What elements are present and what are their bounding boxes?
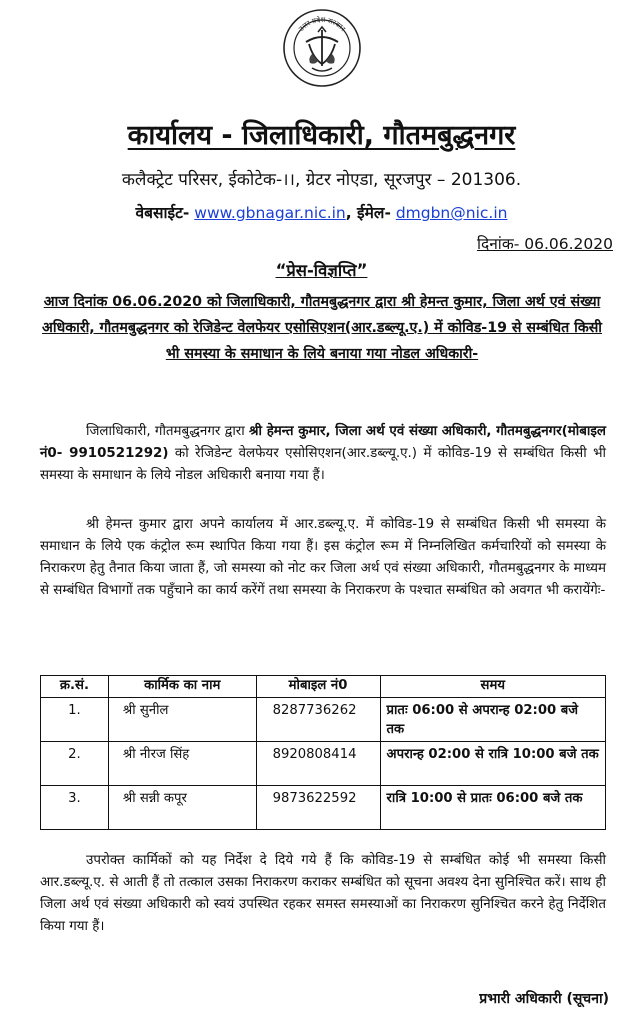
email-label: , ईमेल-	[345, 204, 391, 222]
paragraph-nodal-officer	[40, 421, 606, 487]
header-mobile: मोबाइल नं0	[256, 676, 380, 698]
cell-name: श्री नीरज सिंह	[108, 742, 256, 786]
header-time: समय	[380, 676, 605, 698]
header-serial: क्र.सं.	[41, 676, 109, 698]
cell-time: रात्रि 10:00 से प्रातः 06:00 बजे तक	[380, 786, 605, 830]
cell-time: प्रातः 06:00 से अपरान्ह 02:00 बजे तक	[380, 698, 605, 742]
contact-line	[0, 201, 643, 225]
cell-serial: 3.	[41, 786, 109, 830]
up-government-emblem-icon	[282, 8, 362, 88]
cell-serial: 2.	[41, 742, 109, 786]
cell-serial: 1.	[41, 698, 109, 742]
cell-mobile: 8920808414	[256, 742, 380, 786]
table-row	[41, 698, 606, 742]
website-link[interactable]: www.gbnagar.nic.in	[194, 204, 346, 222]
paragraph-bold-officer: श्री हेमन्त कुमार, जिला अर्थ एवं संख्या अधिकारी, गौतमबुद्धनगर(मोबाइल नं0- 9910521292)	[40, 424, 607, 461]
office-title: कार्यालय - जिलाधिकारी, गौतमबुद्धनगर	[127, 120, 516, 151]
paragraph-lead: जिलाधिकारी, गौतमबुद्धनगर द्वारा	[86, 424, 250, 439]
cell-name: श्री सन्नी कपूर	[108, 786, 256, 830]
table-header-row	[41, 676, 606, 698]
release-date: दिनांक- 06.06.2020	[476, 235, 613, 253]
table-row	[41, 742, 606, 786]
subject-heading: आज दिनांक 06.06.2020 को जिलाधिकारी, गौतमबुद्धनगर द्वारा श्री हेमन्त कुमार, जिला अर्थ एवं संख्या अधिकारी, गौतमबुद्धनगर को रेजिडेन्ट वेलफेयर एसोसिएशन(आर.डब्ल्यू.ए.) में कोविड-19 से सम्बंधित किसी भी समस्या के समाधान के लिये बनाया गया नोडल अधिकारी-	[42, 294, 602, 362]
signature-designation: प्रभारी अधिकारी (सूचना)	[479, 991, 609, 1007]
cell-mobile: 8287736262	[256, 698, 380, 742]
header-name: कार्मिक का नाम	[108, 676, 256, 698]
paragraph-instructions: उपरोक्त कार्मिकों को यह निर्देश दे दिये गये हैं कि कोविड-19 से सम्बंधित कोई भी समस्या किसी आर.डब्ल्यू.ए. से आती हैं तो तत्काल उसका निराकरण कराकर सम्बंधित को सूचना अवश्य देना सुनिश्चित करें। साथ ही जिला अर्थ एवं संख्या अधिकारी को स्वयं उपस्थित रहकर समस्त समस्याओं का निराकरण सुनिश्चित करने हेतु निर्देशित किया गया हैं।	[40, 853, 606, 934]
office-address: कलैक्ट्रेट परिसर, ईकोटेक-।।, ग्रेटर नोएडा, सूरजपुर – 201306.	[121, 170, 522, 190]
press-release-title: “प्रेस-विज्ञप्ति”	[275, 261, 368, 280]
svg-text:उत्तर प्रदेश सरकार: उत्तर प्रदेश सरकार	[297, 15, 347, 34]
paragraph-tail: को रेजिडेन्ट वेलफेयर एसोसिएशन(आर.डब्ल्यू.ए.) में कोविड-19 से सम्बंधित किसी भी समस्या के समाधान के लिये नोडल अधिकारी बनाया गया हैं।	[40, 446, 607, 483]
cell-time: अपरान्ह 02:00 से रात्रि 10:00 बजे तक	[380, 742, 605, 786]
paragraph-control-room: श्री हेमन्त कुमार द्वारा अपने कार्यालय में आर.डब्ल्यू.ए. में कोविड-19 से सम्बंधित किसी भी समस्या के समाधान के लिये एक कंट्रोल रूम स्थापित किया गया हैं। इस कंट्रोल रूम में निम्नलिखित कर्मचारियों को समस्या के निराकरण हेतु तैनात किया जाता हैं, जो समस्या को नोट कर जिला अर्थ एवं संख्या अधिकारी, गौतमबुद्धनगर के माध्यम से सम्बंधित विभागों तक पहुँचाने का कार्य करेंगें तथा समस्या के निराकरण के पश्चात सम्बंधित को अवगत भी करायेंगेः-	[40, 517, 606, 598]
cell-name: श्री सुनील	[108, 698, 256, 742]
staff-table	[40, 675, 606, 830]
table-row	[41, 786, 606, 830]
email-link[interactable]: dmgbn@nic.in	[395, 204, 508, 222]
website-label: वेबसाईट-	[135, 204, 190, 222]
cell-mobile: 9873622592	[256, 786, 380, 830]
